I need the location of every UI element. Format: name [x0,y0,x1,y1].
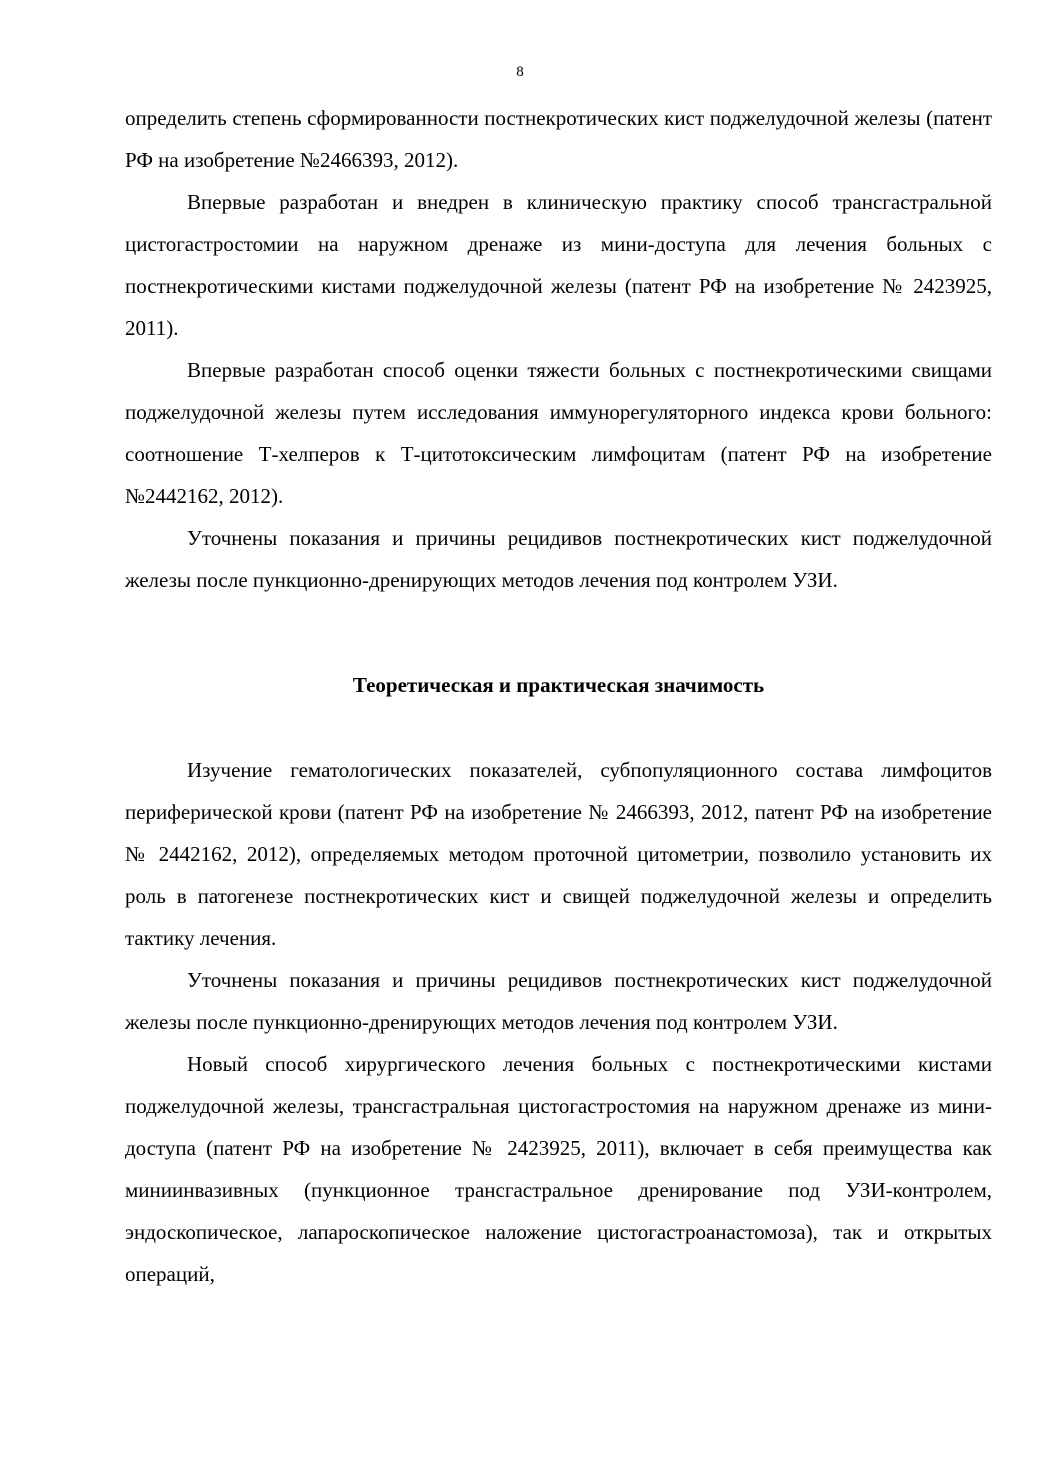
paragraph-novelty-cystogastrostomy: Впервые разработан и внедрен в клиническую практику способ трансгастральной цистогастростомии на наружном дренаже из мини-доступа для лечения больных с постнекротическими кистами поджелудочной железы (патент РФ на изобретение № 2423925, 2011). [125,190,992,340]
spacer [125,706,992,749]
paragraph-significance-hematology: Изучение гематологических показателей, субпопуляционного состава лимфоцитов периферической крови (патент РФ на изобретение № 2466393, 2012, патент РФ на изобретение № 2442162, 2012), определяемых методом проточной цитометрии, позволило установить их роль в патогенезе постнекротических кист и свищей поджелудочной железы и определить тактику лечения. [125,758,992,950]
section-heading: Теоретическая и практическая значимость [352,673,765,697]
paragraph-significance-recurrence: Уточнены показания и причины рецидивов постнекротических кист поджелудочной железы после пункционно-дренирующих методов лечения под контролем УЗИ. [125,968,992,1034]
paragraph-continuation: определить степень сформированности постнекротических кист поджелудочной железы (патент РФ на изобретение №2466393, 2012). [125,106,992,172]
spacer [125,601,992,664]
paragraph-novelty-severity-assessment: Впервые разработан способ оценки тяжести больных с постнекротическими свищами поджелудочной железы путем исследования иммунорегуляторного индекса крови больного: соотношение Т-хелперов к Т-цитотоксическим лимфоцитам (патент РФ на изобретение №2442162, 2012). [125,358,992,508]
paragraph-novelty-recurrence: Уточнены показания и причины рецидивов постнекротических кист поджелудочной железы после пункционно-дренирующих методов лечения под контролем УЗИ. [125,526,992,592]
page-number: 8 [516,64,524,80]
document-body [125,97,992,1295]
paragraph-significance-surgery: Новый способ хирургического лечения больных с постнекротическими кистами поджелудочной железы, трансгастральная цистогастростомия на наружном дренаже из мини-доступа (патент РФ на изобретение № 2423925, 2011), включает в себя преимущества как миниинвазивных (пункционное трансгастральное дренирование под УЗИ-контролем, эндоскопическое, лапароскопическое наложение цистогастроанастомоза), так и открытых операций, [125,1052,992,1286]
